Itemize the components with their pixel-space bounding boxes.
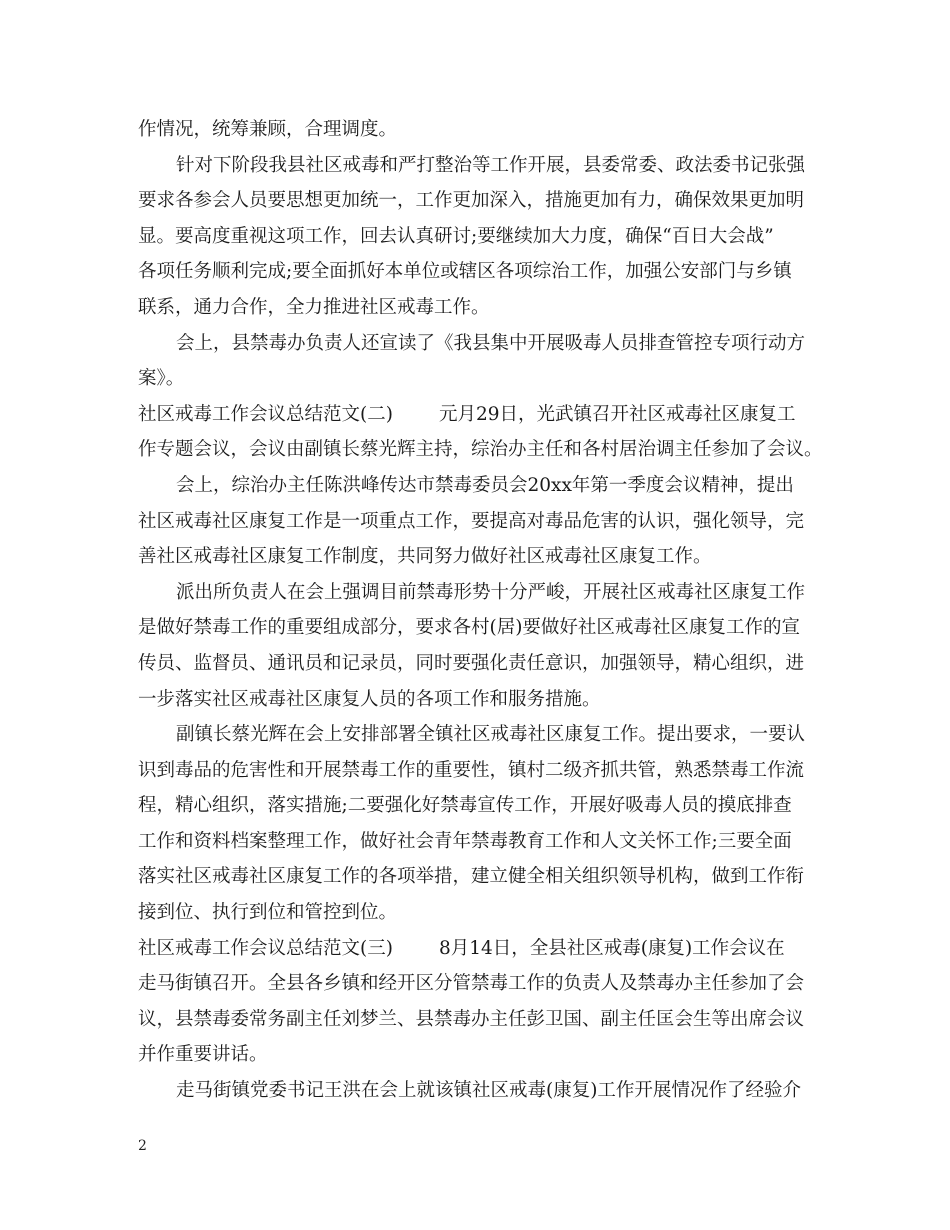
section-text: 8月14日，全县社区戒毒(康复)工作会议在 (438, 937, 785, 959)
text-line: 并作重要讲话。 (138, 1044, 268, 1066)
text-line: 工作和资料档案整理工作，做好社会青年禁毒教育工作和人文关怀工作;三要全面 (138, 830, 792, 852)
text-line: 落实社区戒毒社区康复工作的各项举措，建立健全相关组织领导机构，做到工作衔 (138, 866, 805, 888)
text-line: 走马街镇召开。全县各乡镇和经开区分管禁毒工作的负责人及禁毒办主任参加了会 (138, 973, 805, 995)
text-line: 社区戒毒社区康复工作是一项重点工作，要提高对毒品危害的认识，强化领导，完 (138, 510, 805, 532)
paragraph-first-line: 会上，县禁毒办负责人还宣读了《我县集中开展吸毒人员排查管控专项行动方 (176, 332, 806, 354)
section-line (138, 931, 828, 967)
text-line: 程，精心组织，落实措施;二要强化好禁毒宣传工作，开展好吸毒人员的摸底排查 (138, 795, 792, 817)
section-heading: 社区戒毒工作会议总结范文(三) (138, 937, 393, 959)
text-line: 是做好禁毒工作的重要组成部分，要求各村(居)要做好社区戒毒社区康复工作的宣 (138, 617, 800, 639)
paragraph-first-line: 走马街镇党委书记王洪在会上就该镇社区戒毒(康复)工作开展情况作了经验介 (176, 1080, 801, 1102)
text-line: 案》。 (138, 368, 185, 390)
section-text: 元月29日，光武镇召开社区戒毒社区康复工 (438, 403, 796, 425)
text-line: 作专题会议，会议由副镇长蔡光辉主持，综治办主任和各村居治调主任参加了会议。 (138, 439, 823, 461)
paragraph-first-line: 会上，综治办主任陈洪峰传达市禁毒委员会20xx年第一季度会议精神，提出 (176, 474, 794, 496)
section-heading: 社区戒毒工作会议总结范文(二) (138, 403, 393, 425)
text-line: 一步落实社区戒毒社区康复人员的各项工作和服务措施。 (138, 688, 601, 710)
text-line: 善社区戒毒社区康复工作制度，共同努力做好社区戒毒社区康复工作。 (138, 546, 712, 568)
text-line: 要求各参会人员要思想更加统一，工作更加深入，措施更加有力，确保效果更加明 (138, 190, 805, 212)
text-line: 传员、监督员、通讯员和记录员，同时要强化责任意识，加强领导，精心组织，进 (138, 652, 805, 674)
text-line: 显。要高度重视这项工作，回去认真研讨;要继续加大力度，确保“百日大会战” (138, 225, 774, 247)
text-line: 联系，通力合作，全力推进社区戒毒工作。 (138, 296, 490, 318)
document-page (138, 112, 828, 1109)
text-line: 各项任务顺利完成;要全面抓好本单位或辖区各项综治工作，加强公安部门与乡镇 (138, 261, 792, 283)
text-line: 识到毒品的危害性和开展禁毒工作的重要性，镇村二级齐抓共管，熟悉禁毒工作流 (138, 759, 805, 781)
section-line (138, 397, 828, 433)
paragraph-first-line: 副镇长蔡光辉在会上安排部署全镇社区戒毒社区康复工作。提出要求，一要认 (176, 724, 806, 746)
paragraph-first-line: 针对下阶段我县社区戒毒和严打整治等工作开展，县委常委、政法委书记张强 (176, 154, 806, 176)
text-line: 作情况，统筹兼顾，合理调度。 (138, 119, 398, 140)
page-number: 2 (138, 1138, 147, 1154)
text-line: 接到位、执行到位和管控到位。 (138, 902, 398, 924)
text-line: 议，县禁毒委常务副主任刘梦兰、县禁毒办主任彭卫国、副主任匡会生等出席会议 (138, 1008, 805, 1030)
paragraph-first-line: 派出所负责人在会上强调目前禁毒形势十分严峻，开展社区戒毒社区康复工作 (176, 581, 806, 603)
